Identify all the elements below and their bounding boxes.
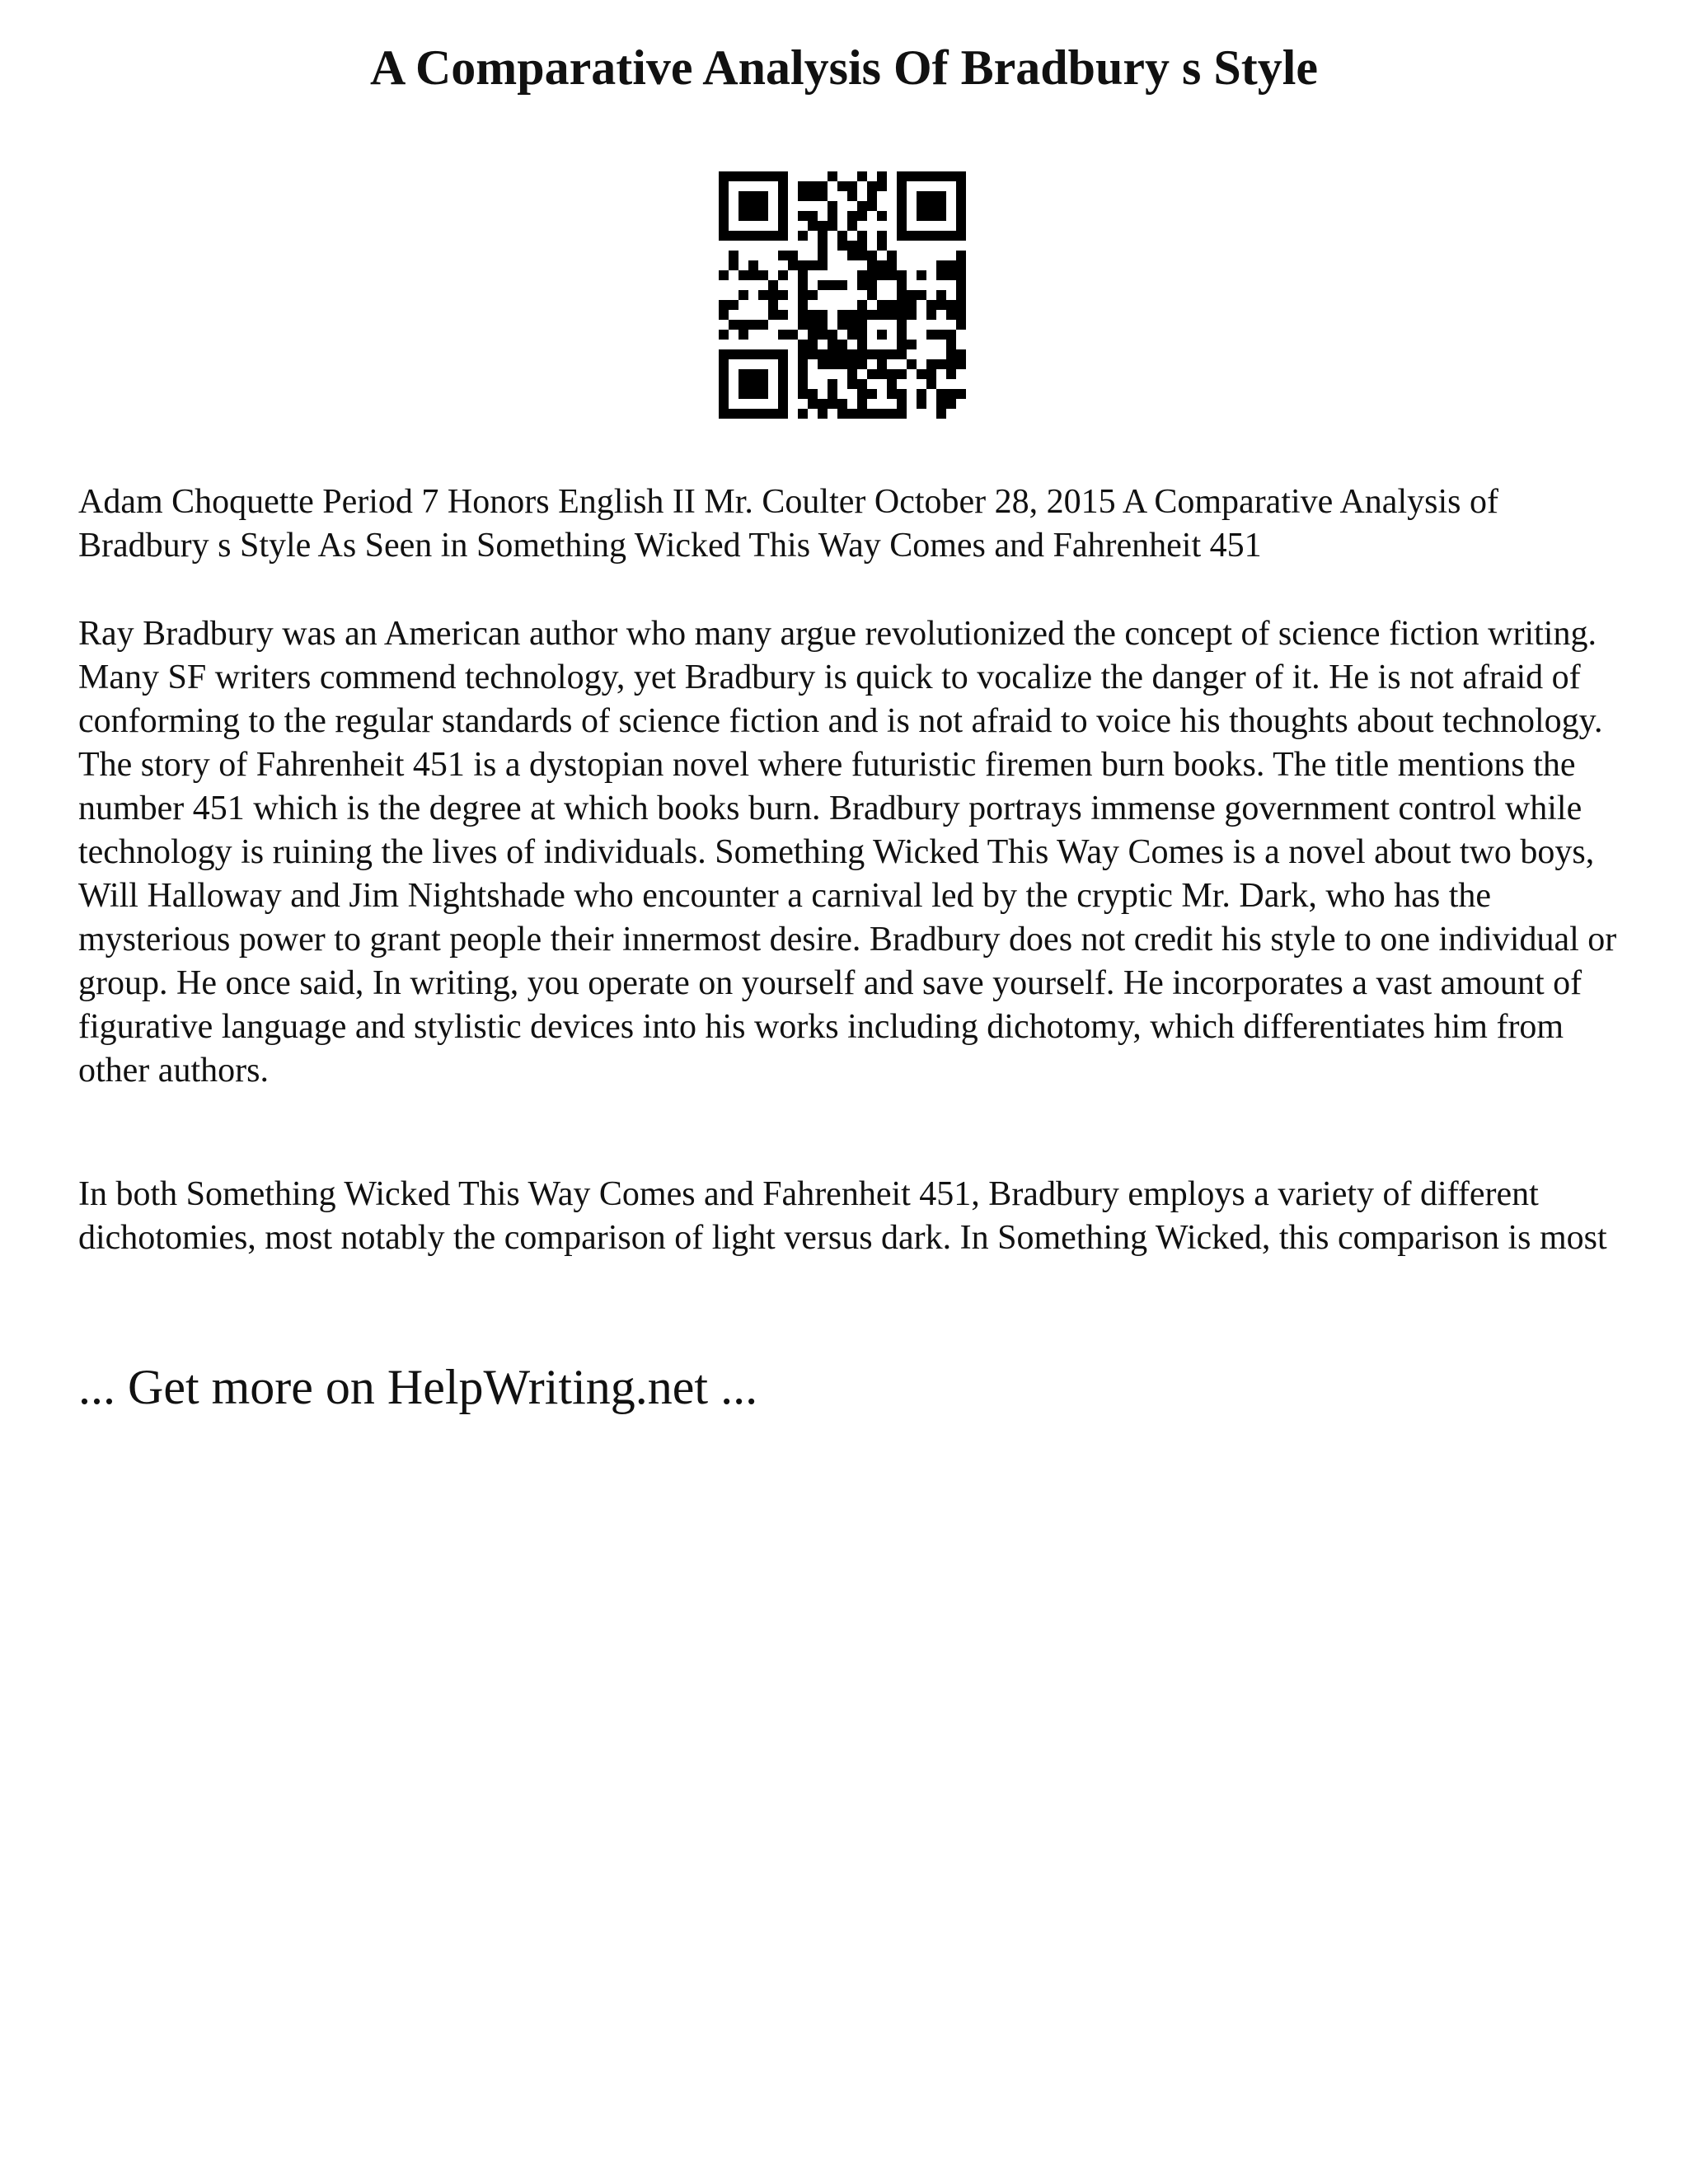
document-heading-paragraph: Adam Choquette Period 7 Honors English II Mr. Coulter October 28, 2015 A Comparative Analysis of Bradbury s Style As Seen in Something Wicked This Way Comes and Fahrenheit 451 bbox=[78, 483, 1498, 565]
intro-paragraph: Ray Bradbury was an American author who many argue revolutionized the concept of science fiction writing. Many SF writers commend technology, yet Bradbury is quick to vocalize the danger of it. He is not afraid of conforming to the regular standards of science fiction and is not afraid to voice his thoughts about technology. The story of Fahrenheit 451 is a dystopian novel where futuristic firemen burn books. The title mentions the number 451 which is the degree at which books burn. Bradbury portrays immense government control while technology is ruining the lives of individuals. Something Wicked This Way Comes is a novel about two boys, Will Halloway and Jim Nightshade who encounter a carnival led by the cryptic Mr. Dark, who has the mysterious power to grant people their innermost desire. Bradbury does not credit his style to one individual or group. He once said, In writing, you operate on yourself and save yourself. He incorporates a vast amount of figurative language and stylistic devices into his works including dichotomy, which differentiates him from other authors. bbox=[78, 615, 1617, 1090]
second-paragraph: In both Something Wicked This Way Comes and Fahrenheit 451, Bradbury employs a variety of different dichotomies, most notably the comparison of light versus dark. In Something Wicked, this comparison is most bbox=[78, 1175, 1607, 1257]
qr-code-icon bbox=[719, 171, 966, 419]
page-title: A Comparative Analysis Of Bradbury s Style bbox=[369, 40, 1319, 95]
get-more-link[interactable]: ... Get more on HelpWriting.net ... bbox=[78, 1360, 758, 1414]
